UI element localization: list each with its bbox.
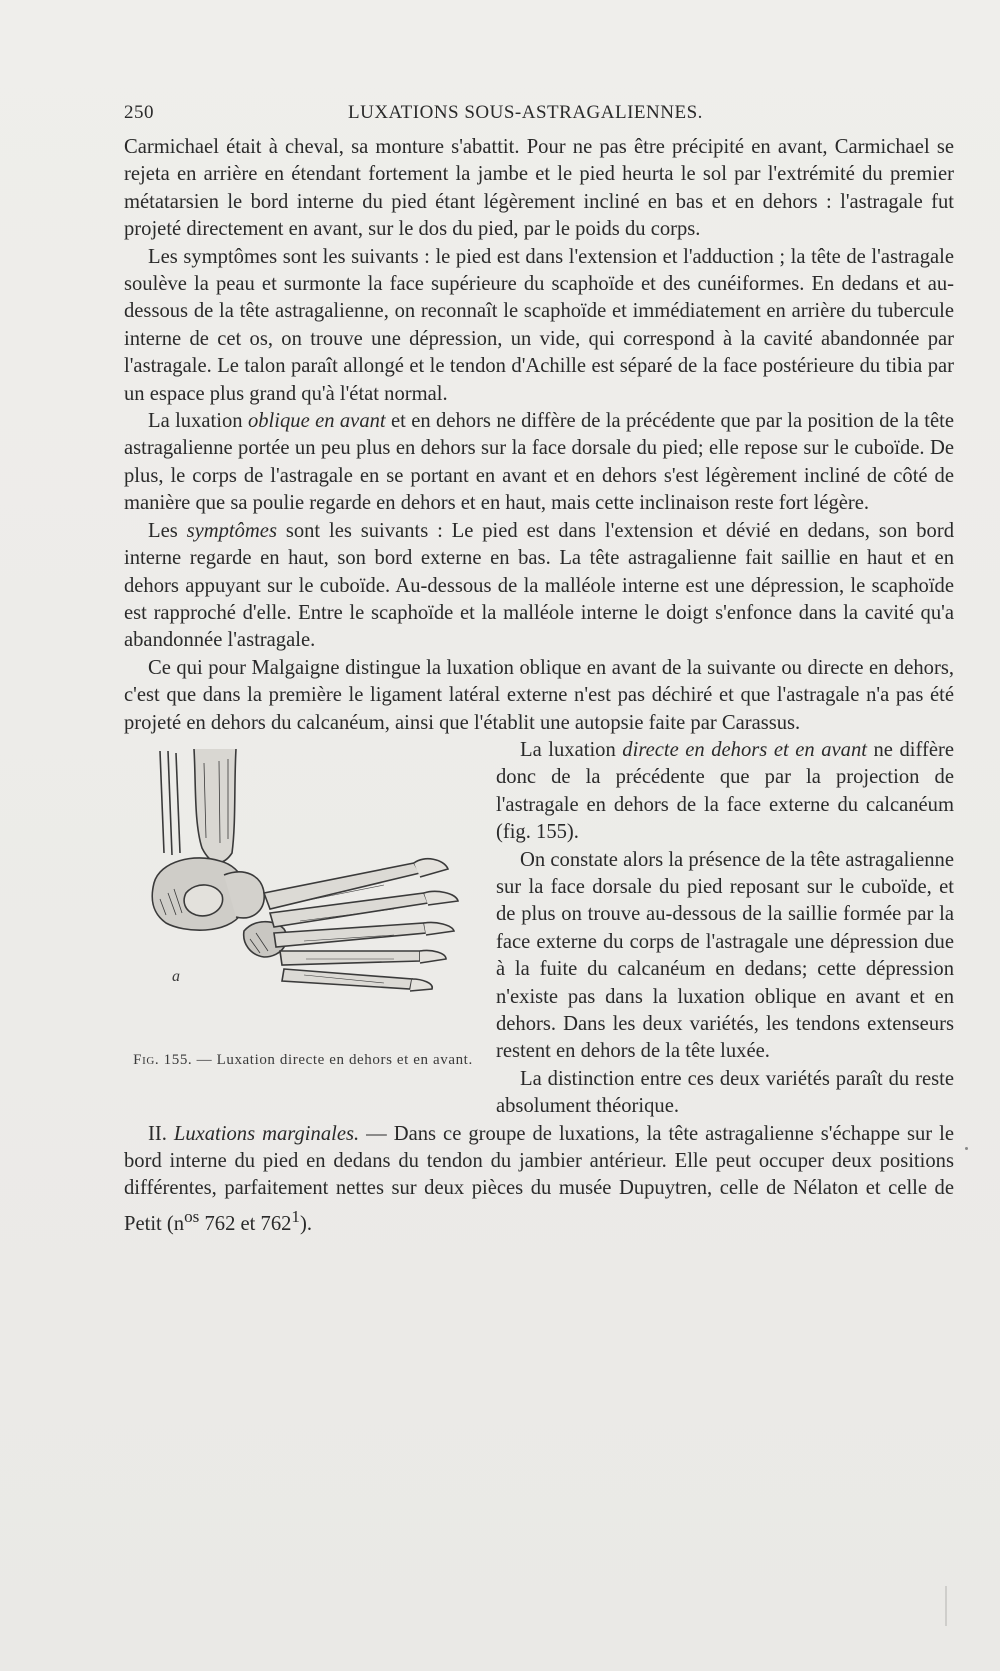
page-number: 250 <box>124 102 154 123</box>
margin-mark <box>945 1586 947 1626</box>
paragraph: La luxation directe en dehors et en avant ne diffère donc de la précédente que par la projection de l'astragale en dehors de la face externe du calcanéum (fig. 155). <box>496 738 954 844</box>
running-title: LUXATIONS SOUS-ASTRAGALIENNES. <box>348 102 703 123</box>
italic-text: Luxations marginales. <box>173 1122 360 1145</box>
italic-text: oblique en avant <box>247 410 386 433</box>
paragraph: On constate alors la présence de la tête astragalienne sur la face dorsale du pied reposant sur le cuboïde, et de plus on trouve au-dessous de la saillie formée par la face externe du corps de l'astragale une dépression due à la fuite du calcanéum en dedans; cette dépression n'existe pas dans la luxation oblique en avant et en dehors. Dans les deux variétés, les tendons extenseurs restent en dehors de la tête luxée. <box>496 848 954 1063</box>
figure-caption: Fig. 155. — Luxation directe en dehors et en avant. <box>133 1051 473 1068</box>
figure-letter: a <box>172 967 180 985</box>
paragraph: Les symptômes sont les suivants : le pied est dans l'extension et l'adduction ; la tête de l'astragale soulève la peau et surmonte la face supérieure du scaphoïde et des cunéiformes. En dedans et au-dessous de la tête astragalienne, on reconnaît le scaphoïde et immédiatement en arrière du tubercule interne de cet os, on trouve une dépression, un vide, qui correspond à la cavité abandonnée par l'astragale. Le talon paraît allongé et le tendon d'Achille est séparé de la face postérieure du tibia par un espace plus grand qu'à l'état normal. <box>124 245 954 405</box>
figure-155 <box>124 743 482 1103</box>
paper-speck <box>965 1147 968 1150</box>
paragraph: La luxation oblique en avant et en dehors ne diffère de la précédente que par la position de la tête astragalienne portée un peu plus en dehors sur la face dorsale du pied; elle repose sur le cuboïde. De plus, le corps de l'astragale en se portant en avant et en dehors s'est légèrement incliné de côté de manière que sa poulie regarde en dehors et en haut, mais cette inclinaison reste fort légère. <box>124 410 955 515</box>
paragraph: Carmichael était à cheval, sa monture s'abattit. Pour ne pas être précipité en avant, Carmichael se rejeta en arrière en étendant fortement la jambe et le pied heurta le sol par l'extrémité du premier métatarsien le bord interne du pied étant légèrement incliné en bas et en dehors : l'astragale fut projeté directement en avant, sur le dos du pied, par le poids du corps. <box>124 136 954 241</box>
paragraph: Les symptômes sont les suivants : Le pied est dans l'extension et dévié en dedans, son bord interne regarde en haut, son bord externe en bas. La tête astragalienne fait saillie en haut et en dehors appuyant sur le cuboïde. Au-dessous de la malléole interne est une dépression, le scaphoïde est rapproché d'elle. Entre le scaphoïde et la malléole interne le doigt s'enfonce dans la cavité qu'a abandonnée l'astragale. <box>124 519 954 652</box>
body-text <box>124 134 954 1238</box>
paragraph: La distinction entre ces deux variétés paraît du reste absolument théorique. <box>496 1067 954 1118</box>
italic-text: directe en dehors et en avant <box>622 738 867 761</box>
paragraph: II. Luxations marginales. — Dans ce groupe de luxations, la tête astragalienne s'échappe sur le bord interne du pied en dedans du tendon du jambier antérieur. Elle peut occuper deux positions différentes, parfaitement nettes sur deux pièces du musée Dupuytren, celle de Nélaton et celle de Petit ($n^{os}$ 762 et $762^1$). <box>124 1122 954 1235</box>
running-header <box>124 102 954 128</box>
italic-text: symptômes <box>186 519 277 542</box>
foot-skeleton-illustration <box>124 743 482 1043</box>
figure-label: Fig. 155. <box>133 1051 193 1068</box>
paragraph: Ce qui pour Malgaigne distingue la luxation oblique en avant de la suivante ou directe en dehors, c'est que dans la première le ligament latéral externe n'est pas déchiré et que l'astragale n'a pas été projeté en dehors du calcanéum, ainsi que l'établit une autopsie faite par Carassus. <box>124 656 954 734</box>
